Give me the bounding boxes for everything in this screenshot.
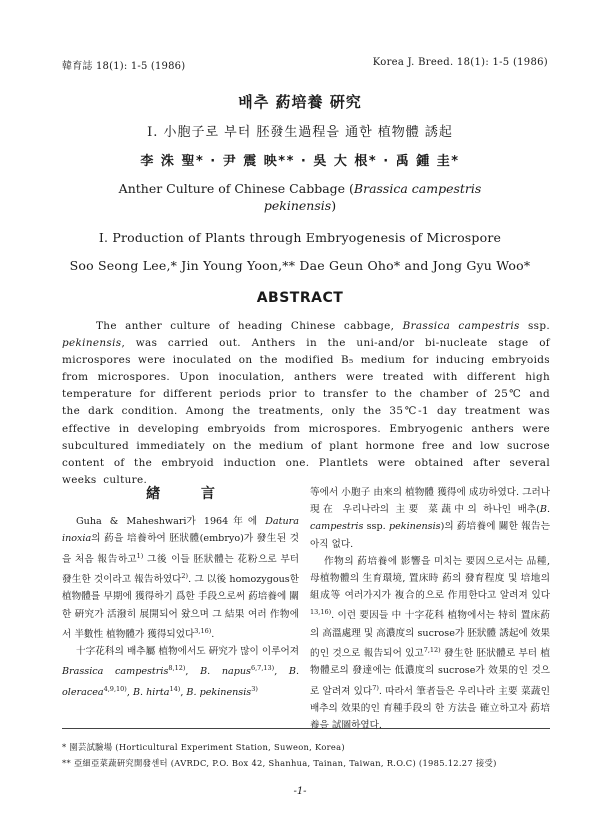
abstract-paragraph [62,318,550,489]
subtitle-english: I. Production of Plants through Embryogenesis of Microspore [98,230,502,245]
citation: 6,7,13) [250,664,275,673]
title-english [0,180,600,214]
title-korean: 배추 葯培養 硏究 [238,93,362,111]
body-text: , [126,686,133,698]
body-text: . 그 以後 homozygous한 植物體를 早期에 獲得하기 爲한 手段으로써 葯培養에 關한 硏究가 活潑히 展開되어 왔으며 그 結果 여러 作物에서 半數性 植物體가 獲得되었다 [62,574,299,640]
citation: 7,12) [423,646,441,655]
journal-header-english: Korea J. Breed. 18(1): 1-5 (1986) [372,57,548,68]
abstract-species: Brassica campestris [402,320,520,332]
body-text: , [180,686,187,698]
right-paragraph-1 [310,484,550,553]
footnote-2: ** 亞細亞菜蔬硏究開發센터 (AVRDC, P.O. Box 42, Shanhua, Tainan, Taiwan, R.O.C) (1985.12.27 接受) [62,758,497,768]
body-text: . 이런 要因들 中 十字花科 植物에서는 特히 置床葯의 高溫處理 및 高濃度의 sucrose가 胚狀體 誘起에 效果的인 것으로 報告되어 있고 [310,610,550,660]
body-text: ssp. [363,521,389,533]
body-text: 發生한 胚狀體로 부터 植物體로의 發達에는 低濃度의 sucrose가 效果的인 것으로 알려져 있다 [310,648,550,697]
right-paragraph-2 [310,553,550,735]
body-column-left [62,484,299,701]
species-name: B. oleracea [62,666,300,698]
intro-paragraph-1 [62,513,299,643]
citation: 8,12) [168,664,186,673]
abstract-body [62,318,550,489]
citation: 13,16) [310,608,332,617]
species-name: pekinensis [388,521,441,533]
species-name: Datura inoxia [62,516,299,545]
intro-paragraph-2 [62,643,299,701]
species-name: B. hirta [132,686,170,698]
footnote-1: * 園芸試驗場 (Horticultural Experiment Station, Suweon, Korea) [62,742,345,752]
authors-korean: 李 洙 聖* · 尹 震 映** · 吳 大 根* · 禹 鍾 圭* [140,154,460,169]
body-text: . 따라서 筆者들은 우리나라 主要 菜蔬인 배추의 效果的인 育種手段의 한 方法을 確立하고자 葯培養을 試圖하였다. [310,685,550,732]
subtitle-korean: I. 小胞子로 부터 胚發生過程을 通한 植物體 誘起 [147,125,453,140]
page-number: -1- [293,786,307,797]
body-text: 作物의 葯培養에 影響을 미치는 要因으로서는 品種, 母植物體의 生育環境, 置床時 葯의 發育程度 및 培地의 組成等 여러가지가 複合的으로 作用한다고 알려져 있다 [310,555,550,602]
species-name: B. napus [200,666,251,678]
journal-header-korean: 韓育誌 18(1): 1-5 (1986) [62,61,186,72]
body-text: . [211,628,215,640]
title-english-main: Anther Culture of Chinese Cabbage ( [118,181,354,196]
citation: 2) [181,572,189,580]
species-name: B. pekinensis [186,686,252,698]
footnote-divider [62,728,550,729]
title-english-species: Brassica campestris [353,181,482,196]
abstract-text: ssp. [519,320,551,332]
citation: 3) [251,684,258,693]
body-text: Guha & Maheshwari가 1964年에 [76,516,266,528]
body-column-right [310,484,550,734]
abstract-heading: ABSTRACT [256,290,344,306]
intro-heading: 緖 言 [146,486,233,502]
citation: 4,9,10) [103,684,127,693]
body-text: )의 葯培養에 關한 報告는 아직 없다. [310,521,550,550]
abstract-subspecies: pekinensis [62,337,122,350]
citation: 7) [372,683,379,692]
title-english-subspecies: pekinensis [263,198,332,213]
abstract-text: , was carried out. Anthers in the uni-and/or bi-nucleate stage of microspores were inoculated on the modified B₅ medium for inducing embryoids from microspores. Upon inoculation, anthers were treated with different high temperature for different periods prior to transfer to the chamber of 25℃ and the dark condition. Among the treatments, only the 35℃-1 day treatment was effective in developing embryoids from microspores. Embryogenic anthers were subcultured immediately on the medium of plant hormone free and low sucrose content of the embryoid induction one. Plantlets were obtained after several weeks culture. [62,337,550,486]
species-name: B. campestris [310,504,550,533]
body-text: , [185,666,201,678]
citation: 14) [169,684,181,693]
abstract-text: The anther culture of heading Chinese cabbage, [96,320,403,332]
title-english-close: ) [331,198,337,213]
body-text: 의 葯을 培養하여 胚狀體(embryo)가 發生된 것을 처음 報告하고 [62,533,299,565]
body-text: 等에서 小胞子 由來의 植物體 獲得에 成功하였다. 그러나 現在 우리나라의 主要 菜蔬中의 하나인 배추( [310,487,550,516]
body-text: 十字花科의 배추屬 植物에서도 硏究가 많이 이루어져 [76,646,299,658]
body-text: 그後 이들 胚狀體는 花粉으로 부터 發生한 것이라고 報告하였다 [62,553,299,586]
species-name: Brassica campestris [62,666,169,678]
body-text: , [274,666,289,678]
authors-english: Soo Seong Lee,* Jin Young Yoon,** Dae Geun Oho* and Jong Gyu Woo* [69,258,531,273]
citation: 1) [136,551,144,560]
citation: 3,16) [194,626,212,635]
